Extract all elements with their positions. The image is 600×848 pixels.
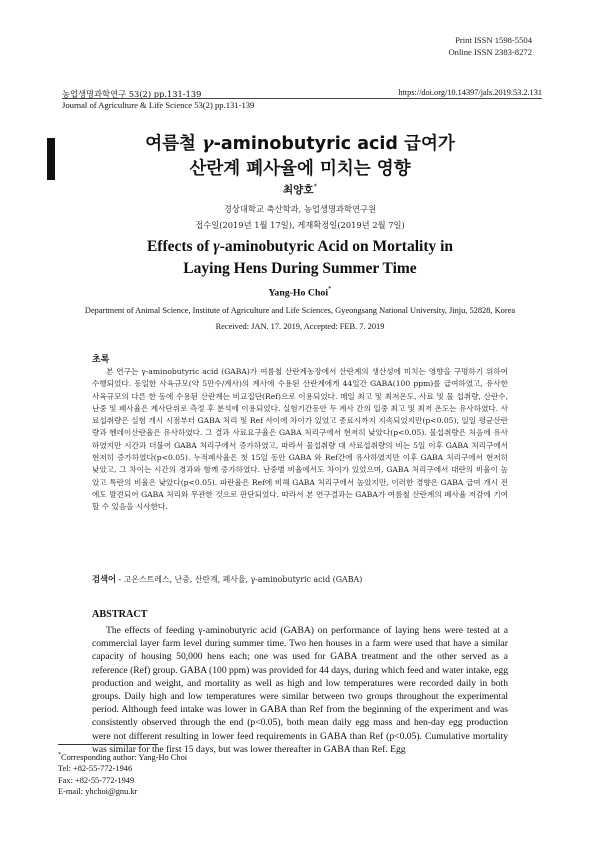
- doi-link[interactable]: https://doi.org/10.14397/jals.2019.53.2.131: [398, 88, 542, 97]
- english-title: Effects of γ-aminobutyric Acid on Mortality in Laying Hens During Summer Time: [146, 238, 454, 277]
- issn-block: [448, 34, 532, 58]
- footnote-tel: Tel: +82-55-772-1946: [58, 764, 133, 774]
- received-ko: 접수일(2019년 1월 17일), 게재확정일(2019년 2월 7일): [195, 220, 405, 230]
- abstract-ko-heading: 초록: [92, 355, 110, 365]
- header-divider: [62, 98, 542, 99]
- footnote: *Corresponding author: Yang-Ho Choi Tel: +82-55-772-1946 Fax: +82-55-772-1949 E-mail: yhchoi@gnu.kr: [58, 752, 188, 797]
- affiliation-ko: 경상대학교 축산학과, 농업생명과학연구원: [223, 204, 377, 214]
- print-issn: Print ISSN 1598-5504: [455, 35, 532, 45]
- korean-title: 여름철 γ-aminobutyric acid 급여가 산란계 폐사율에 미치는 영향: [145, 134, 455, 179]
- abstract-ko-body: 본 연구는 γ-aminobutyric acid (GABA)가 여름철 산란계농장에서 산란계의 생산성에 미치는 영향을 구명하기 위하여 수행되었다. 동일한 사육규모(약 5만수/계사)의 계사에 수용된 산란계에게 44일간 GABA(100 ppm)를 급여하였고, 유사한 사육규모의 다른 한 동에 수용된 산란계는 비교집단(Ref)으로 이용되었다. 매일 최고 및 최저온도, 사료 및 물 섭취량, 산란수, 난중 및 폐사율은 계사단위로 측정 후 분석에 이용되었다. 실험기간동안 두 계사 간의 일중 최고 및 최저 온도는 유사하였다. 사료섭취량은 실험 개시 시점부터 GABA 처리 및 Ref 사이에 차이가 있었고 종료시까지 지속되었지만(p<0.05), 일일 평균산란량과 헨데이산란율은 유사하였다. 그 결과 사료요구율은 GABA 처리구에서 현저히 낮았다(p<0.05). 물섭취량은 처음에 유사하였지만 시간과 더불어 GABA 처리구에서 증가하였고, 따라서 물섭취량 대 사료섭취량의 비는 5일 이후 GABA 처리구에서 현저히 증가하였다(p<0.05). 누적폐사율은 첫 15일 동안 GABA 와 Ref간에 유사하였지만 이후 GABA 처리구에서 현저히 낮았고, 그 차이는 시간의 경과와 함께 증가하였다. 난중별 비율에서도 차이가 있었으며, GABA 처리구에서 대란의 비율이 높았고 특란의 비율은 낮았다(p<0.05). 파란율은 Ref에 비해 GABA 처리구에서 높았지만, 이러한 경향은 GABA 급여 개시 전에도 발견되어 GABA 처리와 무관한 것으로 판단되었다. 따라서 본 연구결과는 GABA가 여름철 산란계의 폐사율 저감에 기여할 수 있음을 시사한다.: [92, 367, 508, 512]
- footnote-fax: Fax: +82-55-772-1949: [58, 775, 135, 785]
- keywords-text: - 고온스트레스, 난중, 산란계, 폐사율, γ-aminobutyric acid (GABA): [116, 575, 363, 584]
- footnote-email[interactable]: E-mail: yhchoi@gnu.kr: [58, 787, 138, 797]
- title-accent-bar: [47, 138, 55, 180]
- corresponding-mark: *: [313, 182, 317, 191]
- author-ko: 최양호*: [283, 182, 317, 196]
- footnote-divider: [58, 744, 158, 745]
- journal-citation-en: Journal of Agriculture & Life Science 53(2) pp.131-139: [62, 100, 255, 110]
- online-issn: Online ISSN 2383-8272: [448, 47, 532, 57]
- abstract-en-heading: ABSTRACT: [92, 609, 148, 620]
- keywords-label: 검색어: [92, 574, 117, 584]
- journal-name-ko: 농업생명과학연구 53(2) pp.131-139: [62, 89, 202, 99]
- keywords-ko: [92, 573, 362, 585]
- abstract-en-body: The effects of feeding γ-aminobutyric acid (GABA) on performance of laying hens were tested at a commercial layer farm level during summer time. Two hen houses in a farm were used that have a similar capacity of housing 50,000 hens each; one was used for GABA treatment and the other served as a reference (Ref) group. GABA (100 ppm) was provided for 44 days, during which feed and water intake, egg production and weight, and mortality as well as high and low temperatures were recorded daily in both groups. Daily high and low temperatures were similar between two groups throughout the experimental period. Although feed intake was lower in GABA than Ref from the beginning of the experiment and was consistently observed through the end (p<0.05), both mean daily egg mass and hen-day egg production were not different resulting in lower feed requirements in GABA than Ref (p<0.05). Cumulative mortality was similar for the first 15 days, but was lower thereafter in GABA than Ref. Egg: [92, 625, 508, 755]
- received-en: Received: JAN. 17. 2019, Accepted: FEB. 7. 2019: [215, 322, 385, 331]
- affiliation-en: Department of Animal Science, Institute of Agriculture and Life Sciences, Gyeongsang National University, Jinju, 52828, Korea: [84, 306, 516, 315]
- author-en: Yang-Ho Choi*: [268, 285, 332, 299]
- corresponding-author: Corresponding author: Yang-Ho Choi: [61, 752, 188, 762]
